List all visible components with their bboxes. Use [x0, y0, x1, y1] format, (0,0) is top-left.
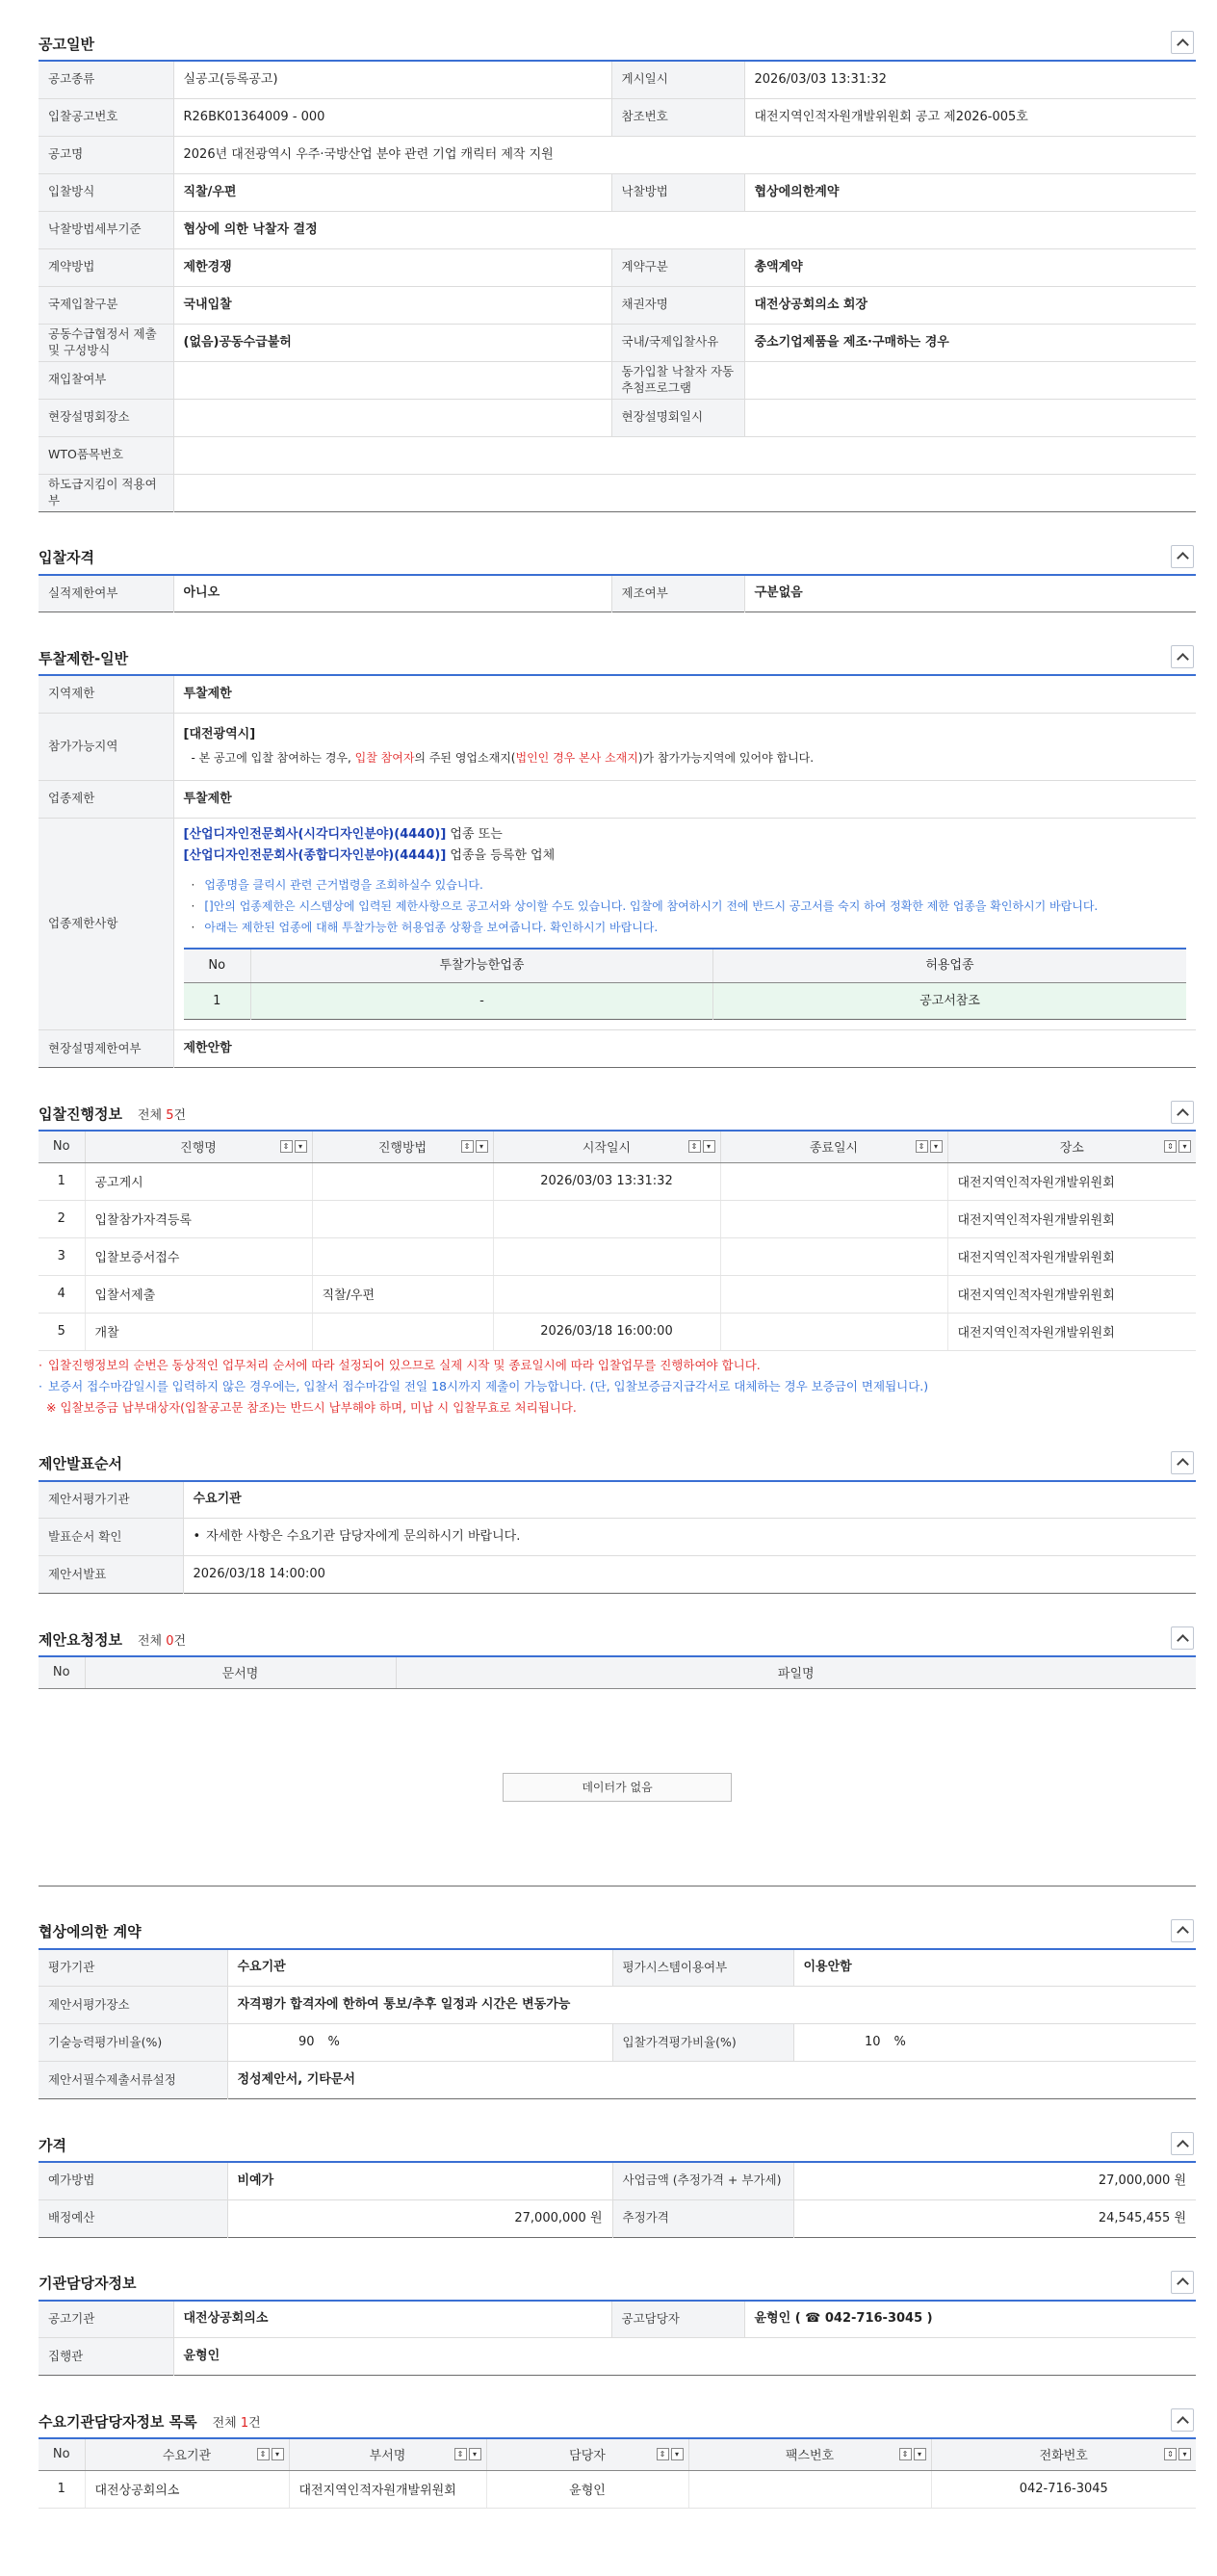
site-date-label: 현장설명회일시 [611, 399, 744, 436]
biz-notes: · 업종명을 클릭시 관련 근거법령을 조회하실수 있습니다. · []안의 업종제한은 시스템상에 입력된 제한사항으로 공고서와 상이할 수도 있습니다. 입찰에 참여하시기 전에 반드시 공고서를 숙지 하여 정확한 제한 업종을 확인하시기 바랍니다. · 아래는 제한된 업종에 대해 투찰가능한 허용업종 상황을 보여줍니다. 확인하시기 바랍니다. [184, 867, 1187, 942]
contact-table: 공고기관 대전상공회의소 공고담당자 윤형인 ( ☎ 042-716-3045 ) 집행관 윤형인 [39, 2300, 1196, 2377]
empty-message: 데이터가 없음 [503, 1773, 732, 1802]
sort-icon[interactable]: ⇕ ▾ [1164, 1140, 1191, 1153]
intl-reason-label: 국내/국제입찰사유 [611, 324, 744, 361]
col-step-name[interactable]: 진행명 ⇕ ▾ [85, 1131, 312, 1162]
sort-icon[interactable]: ⇕ ▾ [461, 1140, 488, 1153]
col-dept[interactable]: 부서명 ⇕ ▾ [289, 2438, 486, 2470]
col-manager[interactable]: 담당자 ⇕ ▾ [486, 2438, 688, 2470]
section-price [39, 2128, 1196, 2238]
collapse-toggle-icon[interactable] [1171, 645, 1194, 668]
notice-name-label: 공고명 [39, 136, 173, 173]
auto-draw-value [744, 361, 1196, 399]
wto-value [173, 436, 1196, 474]
ref-no-label: 참조번호 [611, 98, 744, 136]
collapse-toggle-icon[interactable] [1171, 545, 1194, 568]
notice-type-label: 공고종류 [39, 61, 173, 98]
site-date-value [744, 399, 1196, 436]
collapse-toggle-icon[interactable] [1171, 1451, 1194, 1474]
intl-label: 국제입찰구분 [39, 286, 173, 324]
qualification-table [39, 574, 1196, 613]
region-value: 투찰제한 [173, 675, 1196, 713]
biz-restriction-label: 업종제한사항 [39, 818, 173, 1030]
section-title: 협상에의한 계약 [39, 1923, 142, 1940]
col-no: No [39, 1131, 85, 1162]
total-count: 전체 5건 [137, 1107, 187, 1123]
area-name: [대전광역시] [183, 727, 256, 742]
sort-icon[interactable]: ⇕ ▾ [916, 1140, 943, 1153]
table-row: 1 공고게시 2026/03/03 13:31:32 대전지역인적자원개발위원회 [39, 1162, 1196, 1200]
collapse-toggle-icon[interactable] [1171, 31, 1194, 54]
section-title: 입찰진행정보 [39, 1105, 122, 1123]
section-title: 수요기관담당자정보 목록 [39, 2412, 197, 2431]
col-end[interactable]: 종료일시 ⇕ ▾ [720, 1131, 947, 1162]
perf-label: 실적제한여부 [39, 575, 173, 612]
rebid-value [173, 361, 611, 399]
col-fax[interactable]: 팩스번호 ⇕ ▾ [688, 2438, 931, 2470]
sort-icon[interactable]: ⇕ ▾ [899, 2448, 926, 2460]
site-restriction-label: 현장설명제한여부 [39, 1030, 173, 1068]
industry-link-4440[interactable]: [산업디자인전문회사(시각디자인분야)(4440)] [183, 826, 447, 842]
biz-line-2: [산업디자인전문회사(종합디자인분야)(4444)] 업종을 등록한 업체 [183, 847, 556, 863]
section-title: 제안발표순서 [39, 1455, 122, 1472]
mfg-value: 구분없음 [754, 585, 803, 601]
request-table: No 문서명 파일명 [39, 1655, 1196, 1689]
notice-name-value: 2026년 대전광역시 우주·국방산업 분야 관련 기업 캐릭터 제작 지원 [173, 136, 1196, 173]
award-detail-label: 낙찰방법세부기준 [39, 211, 173, 248]
sort-icon[interactable]: ⇕ ▾ [657, 2448, 684, 2460]
section-progress [39, 1097, 1196, 1418]
joint-value: (없음)공동수급불허 [173, 324, 611, 361]
award-detail-value: 협상에 의한 낙찰자 결정 [173, 211, 1196, 248]
creditor-value: 대전상공회의소 회장 [744, 286, 1196, 324]
sort-icon[interactable]: ⇕ ▾ [454, 2448, 481, 2460]
progress-table [39, 1130, 1196, 1351]
site-restriction-value: 제한안함 [183, 1041, 232, 1056]
sort-icon[interactable]: ⇕ ▾ [280, 1140, 307, 1153]
progress-notes: · 입찰진행정보의 순번은 동상적인 업무처리 순서에 따라 설정되어 있으므로 실제 시작 및 종료일시에 따라 입찰업무를 진행하여야 합니다. · 보증서 접수마감일시를 입력하지 않은 경우에는, 입찰서 접수마감일 전일 18시까지 제출이 가능합니다. (단, 입찰보증금지급각서로 대체하는 경우 보증금이 면제됩니다.) ※ 입찰보증금 납부대상자(입찰공고문 참조)는 반드시 납부해야 하며, 미납 시 입찰무효로 처리됩니다. [39, 1351, 1196, 1418]
col-place[interactable]: 장소 ⇕ ▾ [947, 1131, 1196, 1162]
restriction-table [39, 674, 1196, 1068]
section-request [39, 1623, 1196, 1886]
site-place-label: 현장설명회장소 [39, 399, 173, 436]
col-phone[interactable]: 전화번호 ⇕ ▾ [931, 2438, 1196, 2470]
industry-label: 업종제한 [39, 780, 173, 818]
biz-line-1: [산업디자인전문회사(시각디자인분야)(4440)] 업종 또는 [183, 826, 503, 842]
total-count: 전체 1건 [212, 2415, 261, 2431]
section-contact [39, 2267, 1196, 2377]
award-method-value: 협상에의한계약 [744, 173, 1196, 211]
bid-no-label: 입찰공고번호 [39, 98, 173, 136]
table-row: 1 대전상공회의소 대전지역인적자원개발위원회 윤형인 042-716-3045 [39, 2470, 1196, 2508]
intl-value: 국내입찰 [173, 286, 611, 324]
col-demand-org[interactable]: 수요기관 ⇕ ▾ [85, 2438, 289, 2470]
industry-value: 투찰제한 [173, 780, 1196, 818]
area-note: - 본 공고에 입찰 참여하는 경우, 입찰 참여자의 주된 영업소재지(법인인 경우 본사 소재지)가 참가가능지역에 있어야 합니다. [191, 751, 815, 765]
rebid-label: 재입찰여부 [39, 361, 173, 399]
table-row: 5 개찰 2026/03/18 16:00:00 대전지역인적자원개발위원회 [39, 1313, 1196, 1350]
post-date-value: 2026/03/03 13:31:32 [744, 61, 1196, 98]
ref-no-value: 대전지역인적자원개발위원회 공고 제2026-005호 [744, 98, 1196, 136]
contract-method-label: 계약방법 [39, 248, 173, 286]
wto-label: WTO품목번호 [39, 436, 173, 474]
table-row: 3 입찰보증서접수 대전지역인적자원개발위원회 [39, 1237, 1196, 1275]
collapse-toggle-icon[interactable] [1171, 2271, 1194, 2294]
section-restriction [39, 641, 1196, 1068]
price-table: 예가방법 비예가 사업금액 (추정가격 + 부가세) 27,000,000 원 배정예산 27,000,000 원 추정가격 24,545,455 원 [39, 2161, 1196, 2238]
section-title: 제안요청정보 [39, 1630, 122, 1649]
section-general [39, 27, 1196, 512]
empty-state [39, 1689, 1196, 1886]
sort-icon[interactable]: ⇕ ▾ [257, 2448, 284, 2460]
collapse-toggle-icon[interactable] [1171, 2132, 1194, 2155]
bid-method-label: 입찰방식 [39, 173, 173, 211]
perf-value: 아니오 [183, 585, 220, 601]
table-row: 4 입찰서제출 직찰/우편 대전지역인적자원개발위원회 [39, 1275, 1196, 1313]
intl-reason-value: 중소기업제품을 제조·구매하는 경우 [744, 324, 1196, 361]
area-label: 참가가능지역 [39, 713, 173, 780]
collapse-toggle-icon[interactable] [1171, 1626, 1194, 1650]
allowed-industry-table: No 투찰가능한업종 허용업종 1 - 공고서참조 [184, 948, 1187, 1021]
section-negotiation [39, 1915, 1196, 2100]
contract-type-label: 계약구분 [611, 248, 744, 286]
collapse-toggle-icon[interactable] [1171, 2408, 1194, 2432]
section-title: 가격 [39, 2136, 66, 2154]
bid-method-value: 직찰/우편 [173, 173, 611, 211]
collapse-toggle-icon[interactable] [1171, 1919, 1194, 1942]
col-step-method[interactable]: 진행방법 ⇕ ▾ [312, 1131, 493, 1162]
section-title: 공고일반 [39, 35, 94, 53]
bid-no-value: R26BK01364009 - 000 [173, 98, 611, 136]
demand-table: No 수요기관 ⇕ ▾ 부서명 ⇕ ▾ 담당자 ⇕ ▾ 팩스번호 ⇕ ▾ 전화번호 ⇕ ▾ 1 대전상공회의소 대전지역인적자원개발위원회 윤형인 042-716-3045 [39, 2437, 1196, 2509]
mfg-label: 제조여부 [611, 575, 744, 612]
table-row: 1 - 공고서참조 [184, 983, 1187, 1020]
industry-link-4444[interactable]: [산업디자인전문회사(종합디자인분야)(4444)] [183, 847, 447, 863]
col-start[interactable]: 시작일시 ⇕ ▾ [493, 1131, 720, 1162]
general-info-table [39, 60, 1196, 512]
table-row: 2 입찰참가자격등록 대전지역인적자원개발위원회 [39, 1200, 1196, 1237]
post-date-label: 게시일시 [611, 61, 744, 98]
sort-icon[interactable]: ⇕ ▾ [1164, 2448, 1191, 2460]
subcontract-label: 하도급지킴이 적용여부 [39, 474, 173, 511]
subcontract-value [173, 474, 1196, 511]
contract-method-value: 제한경쟁 [173, 248, 611, 286]
presentation-table: 제안서평가기관 수요기관 발표순서 확인 • 자세한 사항은 수요기관 담당자에게 문의하시기 바랍니다. 제안서발표 2026/03/18 14:00:00 [39, 1480, 1196, 1595]
site-place-value [173, 399, 611, 436]
creditor-label: 채권자명 [611, 286, 744, 324]
section-title: 투찰제한-일반 [39, 649, 129, 667]
award-method-label: 낙찰방법 [611, 173, 744, 211]
region-label: 지역제한 [39, 675, 173, 713]
section-title: 입찰자격 [39, 549, 94, 566]
contract-type-value: 총액계약 [744, 248, 1196, 286]
section-presentation [39, 1447, 1196, 1595]
auto-draw-label: 동가입찰 낙찰자 자동추첨프로그램 [611, 361, 744, 399]
section-qualification [39, 541, 1196, 613]
total-count: 전체 0건 [137, 1633, 187, 1649]
notice-type-value: 실공고(등록공고) [173, 61, 611, 98]
collapse-toggle-icon[interactable] [1171, 1101, 1194, 1124]
joint-label: 공동수급협정서 제출 및 구성방식 [39, 324, 173, 361]
section-demand [39, 2405, 1196, 2509]
section-title: 기관담당자정보 [39, 2275, 137, 2292]
negotiation-table: 평가기관 수요기관 평가시스템이용여부 이용안함 제안서평가장소 자격평가 합격자에 한하여 통보/추후 일정과 시간은 변동가능 기술능력평가비율(%) 90 % 입찰가격평가비율(%) 10 % 제안서필수제출서류설정 정성제안서, 기타문서 [39, 1948, 1196, 2100]
sort-icon[interactable]: ⇕ ▾ [688, 1140, 715, 1153]
